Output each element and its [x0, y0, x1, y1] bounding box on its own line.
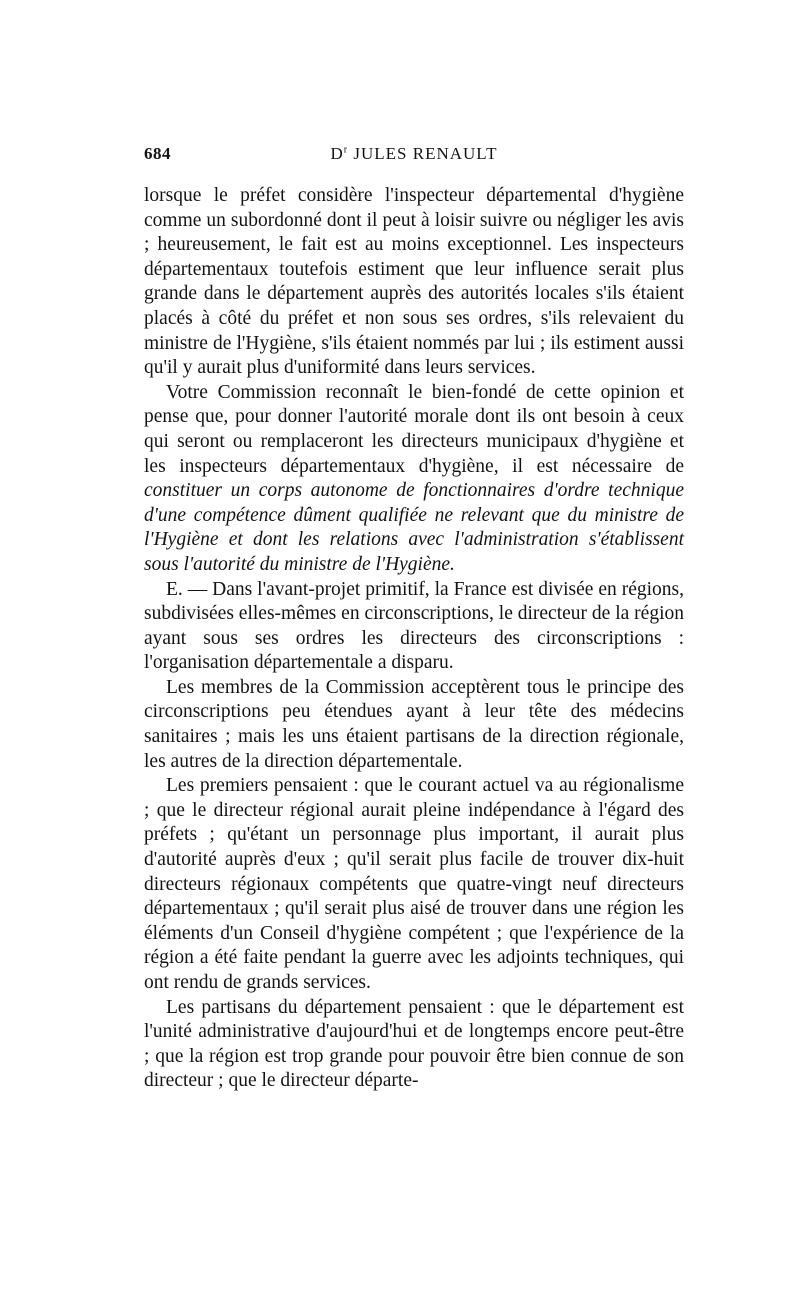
paragraph-1: lorsque le préfet considère l'inspecteur départemental d'hygiène comme un subordonné dont il peut à loisir suivre ou négliger les avis ; heureusement, le fait est au moins exceptionnel. Les inspecteurs départementaux toutefois estiment que leur influence serait plus grande dans le département auprès des autorités locales s'ils étaient placés à côté du préfet et non sous ses ordres, s'ils relevaient du ministre de l'Hygiène, s'ils étaient nommés par lui ; ils estiment aussi qu'il y aurait plus d'uniformité dans leurs services.	[144, 185, 684, 379]
running-head	[144, 144, 684, 164]
author-name: JULES RENAULT	[353, 144, 498, 163]
author-prefix: D	[330, 144, 344, 163]
paragraph-2-text: Votre Commission reconnaît le bien-fondé de cette opinion et pense que, pour donner l'autorité morale dont ils ont besoin à ceux qui seront ou remplaceront les directeurs municipaux d'hygiène et les inspecteurs départementaux d'hygiène, il est nécessaire de	[144, 381, 684, 477]
paragraph-2-italic: constituer un corps autonome de fonctionnaires d'ordre technique d'une compétence dûment qualifiée ne relevant que du ministre de l'Hygiène et dont les relations avec l'administration s'établissent sous l'autorité du ministre de l'Hygiène.	[144, 480, 684, 575]
paragraph-6: Les partisans du département pensaient : que le département est l'unité administrative d'aujourd'hui et de longtemps encore peut-être ; que la région est trop grande pour pouvoir être bien connue de son directeur ; que le directeur départe-	[144, 996, 684, 1092]
body-text	[144, 184, 684, 1094]
book-page	[144, 140, 684, 1094]
page-number: 684	[144, 144, 171, 163]
paragraph-2	[144, 381, 684, 578]
author-prefix-sup: r	[343, 144, 349, 156]
page-header	[144, 140, 684, 170]
paragraph-5: Les premiers pensaient : que le courant actuel va au régionalisme ; que le directeur régional aurait pleine indépendance à l'égard des préfets ; qu'étant un personnage plus important, il aurait plus d'autorité auprès d'eux ; qu'il serait plus facile de trouver dix-huit directeurs régionaux compétents que quatre-vingt neuf directeurs départementaux ; qu'il serait plus aisé de trouver dans une région les éléments d'un Conseil d'hygiène compétent ; que l'expérience de la région a été faite pendant la guerre avec les adjoints techniques, qui ont rendu de grands services.	[144, 775, 684, 993]
paragraph-4: Les membres de la Commission acceptèrent tous le principe des circonscriptions peu étendues ayant à leur tête des médecins sanitaires ; mais les uns étaient partisans de la direction régionale, les autres de la direction départementale.	[144, 676, 684, 772]
paragraph-3: E. — Dans l'avant-projet primitif, la France est divisée en régions, subdivisées elles-mêmes en circonscriptions, le directeur de la région ayant sous ses ordres les directeurs des circonscriptions : l'organisation départementale a disparu.	[144, 578, 684, 674]
